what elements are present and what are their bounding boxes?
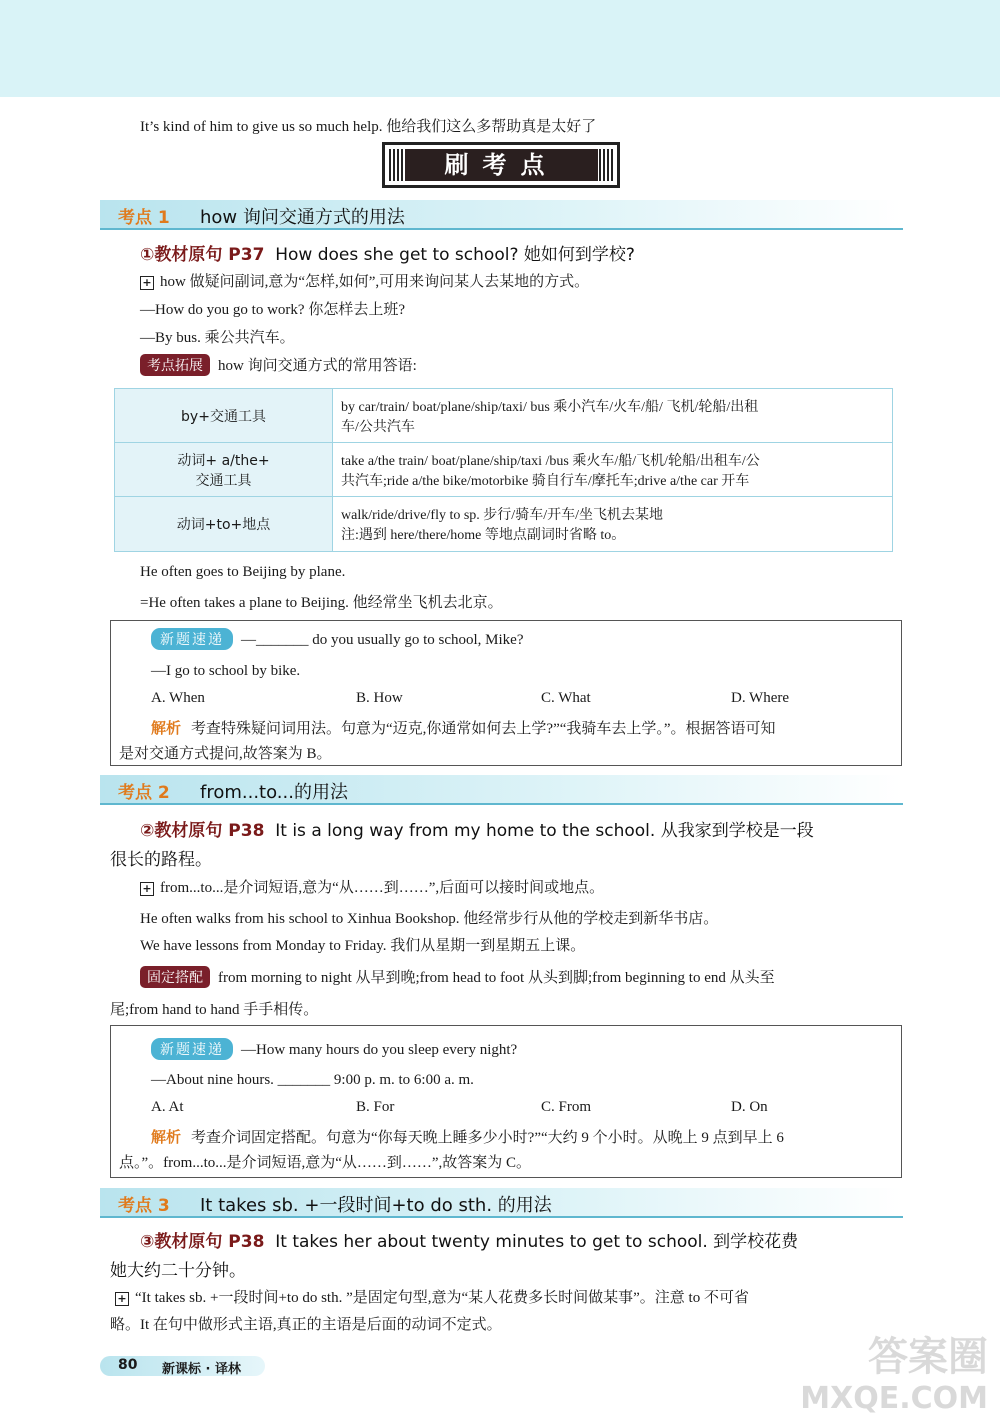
table-row — [115, 443, 893, 497]
quiz-badge: 新题速递 — [151, 1038, 233, 1060]
plus-icon: + — [140, 276, 154, 290]
cell-line: 车/公共汽车 — [341, 419, 415, 435]
quiz-box-2 — [110, 1025, 902, 1178]
section-banner — [382, 142, 620, 188]
table-row — [115, 389, 893, 443]
fixed-phrase-line: 尾;from hand to hand 手手相传。 — [110, 1002, 319, 1018]
watermark-line: MXQE.COM — [800, 1381, 988, 1416]
quiz-question — [151, 628, 523, 650]
note-1 — [140, 270, 589, 291]
section-heading-3 — [100, 1188, 903, 1218]
note-3-continued: 略。It 在句中做形式主语,真正的主语是后面的动词不定式。 — [110, 1317, 502, 1333]
analysis-label: 解析 — [151, 1128, 182, 1146]
note-text: from...to...是介词短语,意为“从……到……”,后面可以接时间或地点。 — [160, 880, 605, 896]
quiz-option: B. How — [356, 690, 403, 706]
textbook-quote-1 — [140, 240, 635, 265]
quiz-option: D. Where — [731, 690, 790, 706]
banner-title: 刷考点 — [405, 149, 598, 181]
example-line: He often walks from his school to Xinhua Bookshop. 他经常步行从他的学校走到新华书店。 — [140, 911, 719, 927]
quiz-option: A. At — [151, 1099, 184, 1115]
example-line: =He often takes a plane to Beijing. 他经常坐飞机去北京。 — [140, 595, 503, 611]
analysis-line: 是对交通方式提问,故答案为 B。 — [119, 746, 332, 762]
table-cell — [333, 443, 893, 497]
cell-line: 注:遇到 here/there/home 等地点副词时省略 to。 — [341, 528, 626, 543]
quote-text: It takes her about twenty minutes to get to school. 到学校花费 — [275, 1232, 799, 1252]
section-title: how 询问交通方式的用法 — [200, 207, 405, 228]
table-cell — [333, 497, 893, 552]
quiz-question — [151, 1038, 517, 1060]
extension-text: how 询问交通方式的常用答语: — [218, 358, 417, 374]
plus-icon: + — [140, 882, 154, 896]
fixed-phrase-line — [140, 966, 775, 988]
analysis-text: 考查介词固定搭配。句意为“你每天晚上睡多少小时?”“大约 9 个小时。从晚上 9 点到早上 6 — [191, 1130, 784, 1146]
analysis-line — [151, 1126, 784, 1147]
example-line: —How do you go to work? 你怎样去上班? — [140, 302, 405, 318]
plus-icon: + — [115, 1292, 129, 1306]
quiz-option: B. For — [356, 1099, 395, 1115]
series-name: 新课标 · 译林 — [162, 1362, 241, 1377]
banner-stripes-left — [389, 149, 403, 181]
quiz-text: —_______ do you usually go to school, Mike? — [241, 632, 524, 648]
section-title: from...to...的用法 — [200, 782, 348, 803]
page-footer — [100, 1356, 265, 1376]
quiz-option: C. From — [541, 1099, 592, 1115]
banner-stripes-right — [599, 149, 613, 181]
extension-badge: 考点拓展 — [140, 354, 210, 376]
page-number: 80 — [118, 1357, 138, 1373]
extension-line — [140, 354, 417, 376]
quiz-option: D. On — [731, 1099, 768, 1115]
section-heading-2 — [100, 775, 903, 805]
quiz-option: C. What — [541, 690, 591, 706]
quote-continued: 她大约二十分钟。 — [110, 1261, 246, 1281]
section-tag: 考点 3 — [118, 1196, 170, 1216]
table-cell-header: 动词+to+地点 — [115, 497, 333, 552]
cell-line: take a/the train/ boat/plane/ship/taxi /bus 乘火车/船/飞机/轮船/出租车/公 — [341, 453, 760, 469]
textbook-quote-2 — [140, 816, 814, 841]
cell-line: by car/train/ boat/plane/ship/taxi/ bus 乘小汽车/火车/船/ 飞机/轮船/出租 — [341, 399, 759, 415]
quote-continued: 很长的路程。 — [110, 850, 212, 870]
quote-label: ①教材原句 P37 — [140, 245, 265, 265]
quote-label: ③教材原句 P38 — [140, 1232, 265, 1252]
quiz-option: A. When — [151, 690, 205, 706]
fixed-phrase-badge: 固定搭配 — [140, 966, 210, 988]
note-text: “It takes sb. +一段时间+to do sth. ”是固定句型,意为“某人花费多长时间做某事”。注意 to 不可省 — [135, 1290, 749, 1306]
quiz-answer: —About nine hours. _______ 9:00 p. m. to 6:00 a. m. — [151, 1072, 474, 1088]
cell-line: 交通工具 — [195, 472, 252, 489]
note-3 — [115, 1286, 749, 1307]
table-row — [115, 497, 893, 552]
quote-label: ②教材原句 P38 — [140, 821, 265, 841]
analysis-line — [151, 717, 776, 738]
analysis-line: 点。”。from...to...是介词短语,意为“从……到……”,故答案为 C。 — [119, 1155, 532, 1171]
cell-line: 共汽车;ride a/the bike/motorbike 骑自行车/摩托车;drive a/the car 开车 — [341, 473, 750, 489]
quiz-text: —How many hours do you sleep every night? — [241, 1042, 518, 1058]
analysis-label: 解析 — [151, 719, 182, 737]
transport-table — [114, 388, 893, 552]
quote-text: How does she get to school? 她如何到学校? — [275, 245, 635, 265]
note-2 — [140, 876, 604, 897]
cell-line: walk/ride/drive/fly to sp. 步行/骑车/开车/坐飞机去某地 — [341, 508, 663, 523]
textbook-quote-3 — [140, 1227, 798, 1252]
quote-text: It is a long way from my home to the school. 从我家到学校是一段 — [275, 821, 814, 841]
quiz-answer: —I go to school by bike. — [151, 663, 301, 679]
table-cell-header — [115, 443, 333, 497]
quiz-box-1 — [110, 620, 902, 766]
analysis-text: 考查特殊疑问词用法。句意为“迈克,你通常如何去上学?”“我骑车去上学。”。根据答语可知 — [191, 721, 776, 737]
example-line: He often goes to Beijing by plane. — [140, 564, 346, 580]
quiz-badge: 新题速递 — [151, 628, 233, 650]
watermark — [800, 1336, 988, 1420]
intro-sentence: It’s kind of him to give us so much help. 他给我们这么多帮助真是太好了 — [140, 119, 597, 135]
section-tag: 考点 1 — [118, 208, 170, 228]
note-text: how 做疑问副词,意为“怎样,如何”,可用来询问某人去某地的方式。 — [160, 274, 590, 290]
table-cell-header: by+交通工具 — [115, 389, 333, 443]
section-heading-1 — [100, 200, 903, 230]
watermark-line: 答案圈 — [868, 1334, 988, 1380]
table-cell — [333, 389, 893, 443]
top-band — [0, 0, 1000, 97]
example-line: —By bus. 乘公共汽车。 — [140, 330, 295, 346]
section-title: It takes sb. +一段时间+to do sth. 的用法 — [200, 1195, 552, 1216]
cell-line: 动词+ a/the+ — [177, 452, 270, 469]
section-tag: 考点 2 — [118, 783, 170, 803]
example-line: We have lessons from Monday to Friday. 我们从星期一到星期五上课。 — [140, 938, 586, 954]
fixed-phrase-text: from morning to night 从早到晚;from head to foot 从头到脚;from beginning to end 从头至 — [218, 970, 775, 986]
